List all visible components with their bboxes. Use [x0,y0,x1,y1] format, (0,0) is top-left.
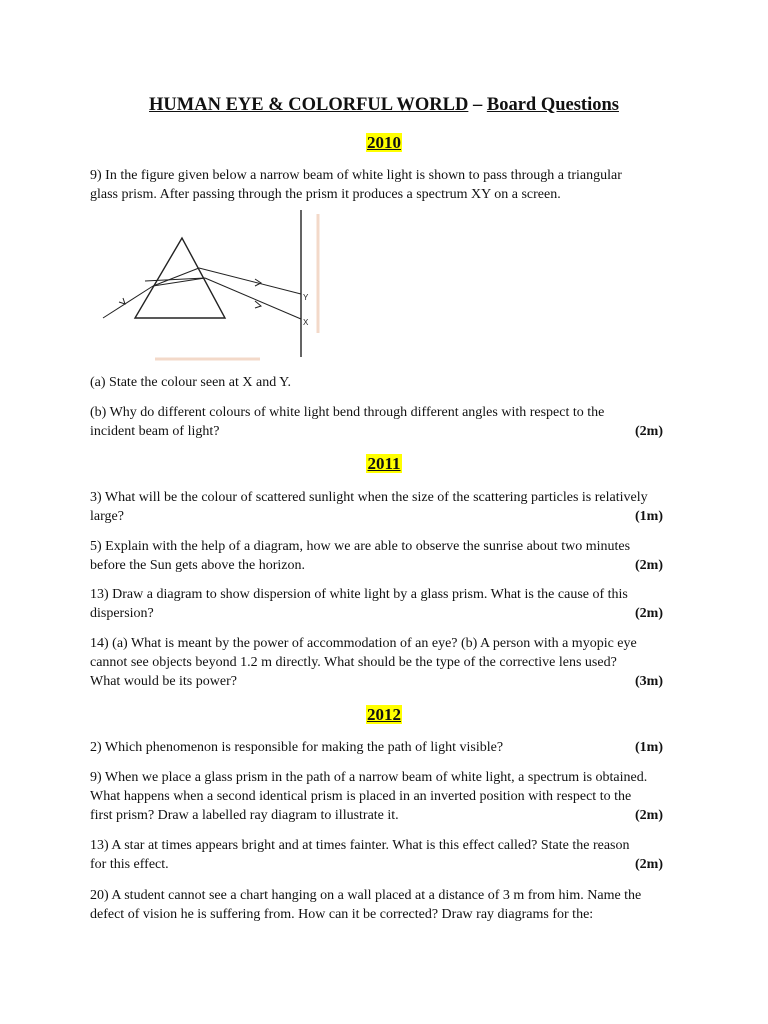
question-2012-9: 9) When we place a glass prism in the path of a narrow beam of white light, a spectrum is obtained. What happens when a second identical prism is placed in an inverted position with respect to the first prism? Draw a labelled ray diagram to illustrate it. (2m) [90,770,663,823]
emergent-ray-x [205,278,301,319]
question-2011-13: 13) Draw a diagram to show dispersion of white light by a glass prism. What is the cause of this dispersion? (2m) [90,587,663,621]
question-2010-9b: (b) Why do different colours of white light bend through different angles with respect to the incident beam of light? (2m) [90,405,663,439]
title-sub: Board Questions [486,95,619,115]
prism-spectrum-figure [95,208,335,363]
label-y: Y [303,293,309,302]
question-2011-3: 3) What will be the colour of scattered sunlight when the size of the scattering particles is relatively large? (1m) [90,490,663,524]
question-2012-13: 13) A star at times appears bright and at times fainter. What is this effect called? State the reason for this effect. (2m) [90,838,663,872]
question-2011-5: 5) Explain with the help of a diagram, how we are able to observe the sunrise about two minutes before the Sun gets above the horizon. (2m) [90,539,663,573]
marks-badge: (3m) [635,674,663,689]
marks-badge: (1m) [635,740,663,755]
question-2011-14: 14) (a) What is meant by the power of accommodation of an eye? (b) A person with a myopic eye cannot see objects beyond 1.2 m directly. What should be the type of the corrective lens used? What would be its power? (3m) [90,636,663,689]
question-2012-2: 2) Which phenomenon is responsible for making the path of light visible? (1m) [90,740,663,755]
incident-ray [103,286,153,318]
emergent-ray-y [199,268,301,294]
title-main: HUMAN EYE & COLORFUL WORLD [149,95,469,115]
year-heading-2012: 2012 [367,705,401,724]
year-heading-2011: 2011 [367,454,401,473]
page-title [0,94,768,116]
inner-ray-top [153,268,199,286]
label-x: X [303,318,309,327]
title-separator: – [468,95,487,115]
marks-badge: (2m) [635,857,663,872]
marks-badge: (2m) [635,424,663,439]
glass-prism [135,238,225,318]
question-2010-9a: (a) State the colour seen at X and Y. [90,375,291,390]
marks-badge: (2m) [635,606,663,621]
marks-badge: (2m) [635,808,663,823]
incident-arrow [119,298,125,304]
question-2012-20: 20) A student cannot see a chart hanging on a wall placed at a distance of 3 m from him. Name the defect of vision he is suffering from. How can it be corrected? Draw ray diagrams for the: [90,888,642,922]
year-heading-2010: 2010 [367,133,401,152]
marks-badge: (2m) [635,558,663,573]
marks-badge: (1m) [635,509,663,524]
question-2010-9: 9) In the figure given below a narrow beam of white light is shown to pass through a triangular glass prism. After passing through the prism it produces a spectrum XY on a screen. [90,168,622,202]
